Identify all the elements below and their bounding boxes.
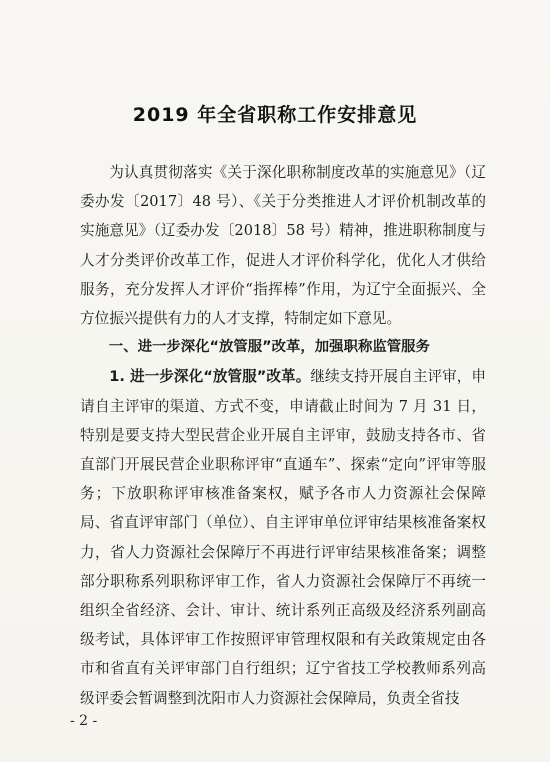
item-paragraph (80, 362, 486, 712)
intro-paragraph: 为认真贯彻落实《关于深化职称制度改革的实施意见》（辽委办发〔2017〕48 号）、《关于分类推进人才评价机制改革的实施意见》（辽委办发〔2018〕58 号）精神，推进职称制度与人才分类评价改革工作，促进人才评价科学化，优化人才供给服务，充分发挥人才评价“指挥棒”作用，为辽宁全面振兴、全方位振兴提供有力的人才支撑，特制定如下意见。 (80, 164, 486, 328)
section-heading: 一、进一步深化“放管服”改革，加强职称监管服务 (108, 339, 430, 356)
document-title: 2019 年全省职称工作安排意见 (132, 104, 418, 126)
item-heading: 1. 进一步深化“放管服”改革。 (109, 368, 311, 386)
document-body (80, 158, 486, 713)
item-body: 继续支持开展自主评审，申请自主评审的渠道、方式不变，申请截止时间为 7 月 31 日，特别是要支持大型民营企业开展自主评审，鼓励支持各市、省直部门开展民营企业职称评审“直通车”、探索“定向”评审等服务；下放职称评审核准备案权，赋予各市人力资源社会保障局、省直评审部门（单位）、自主评审单位评审结果核准备案权力，省人力资源社会保障厅不再进行评审结果核准备案；调整部分职称系列职称评审工作，省人力资源社会保障厅不再统一组织全省经济、会计、审计、统计系列正高级及经济系列副高级考试，具体评审工作按照评审管理权限和有关政策规定由各市和省直有关评审部门自行组织；辽宁省技工学校教师系列高级评委会暂调整到沈阳市人力资源社会保障局，负责全省技 (80, 368, 486, 707)
page-number: - 2 - (70, 713, 98, 729)
